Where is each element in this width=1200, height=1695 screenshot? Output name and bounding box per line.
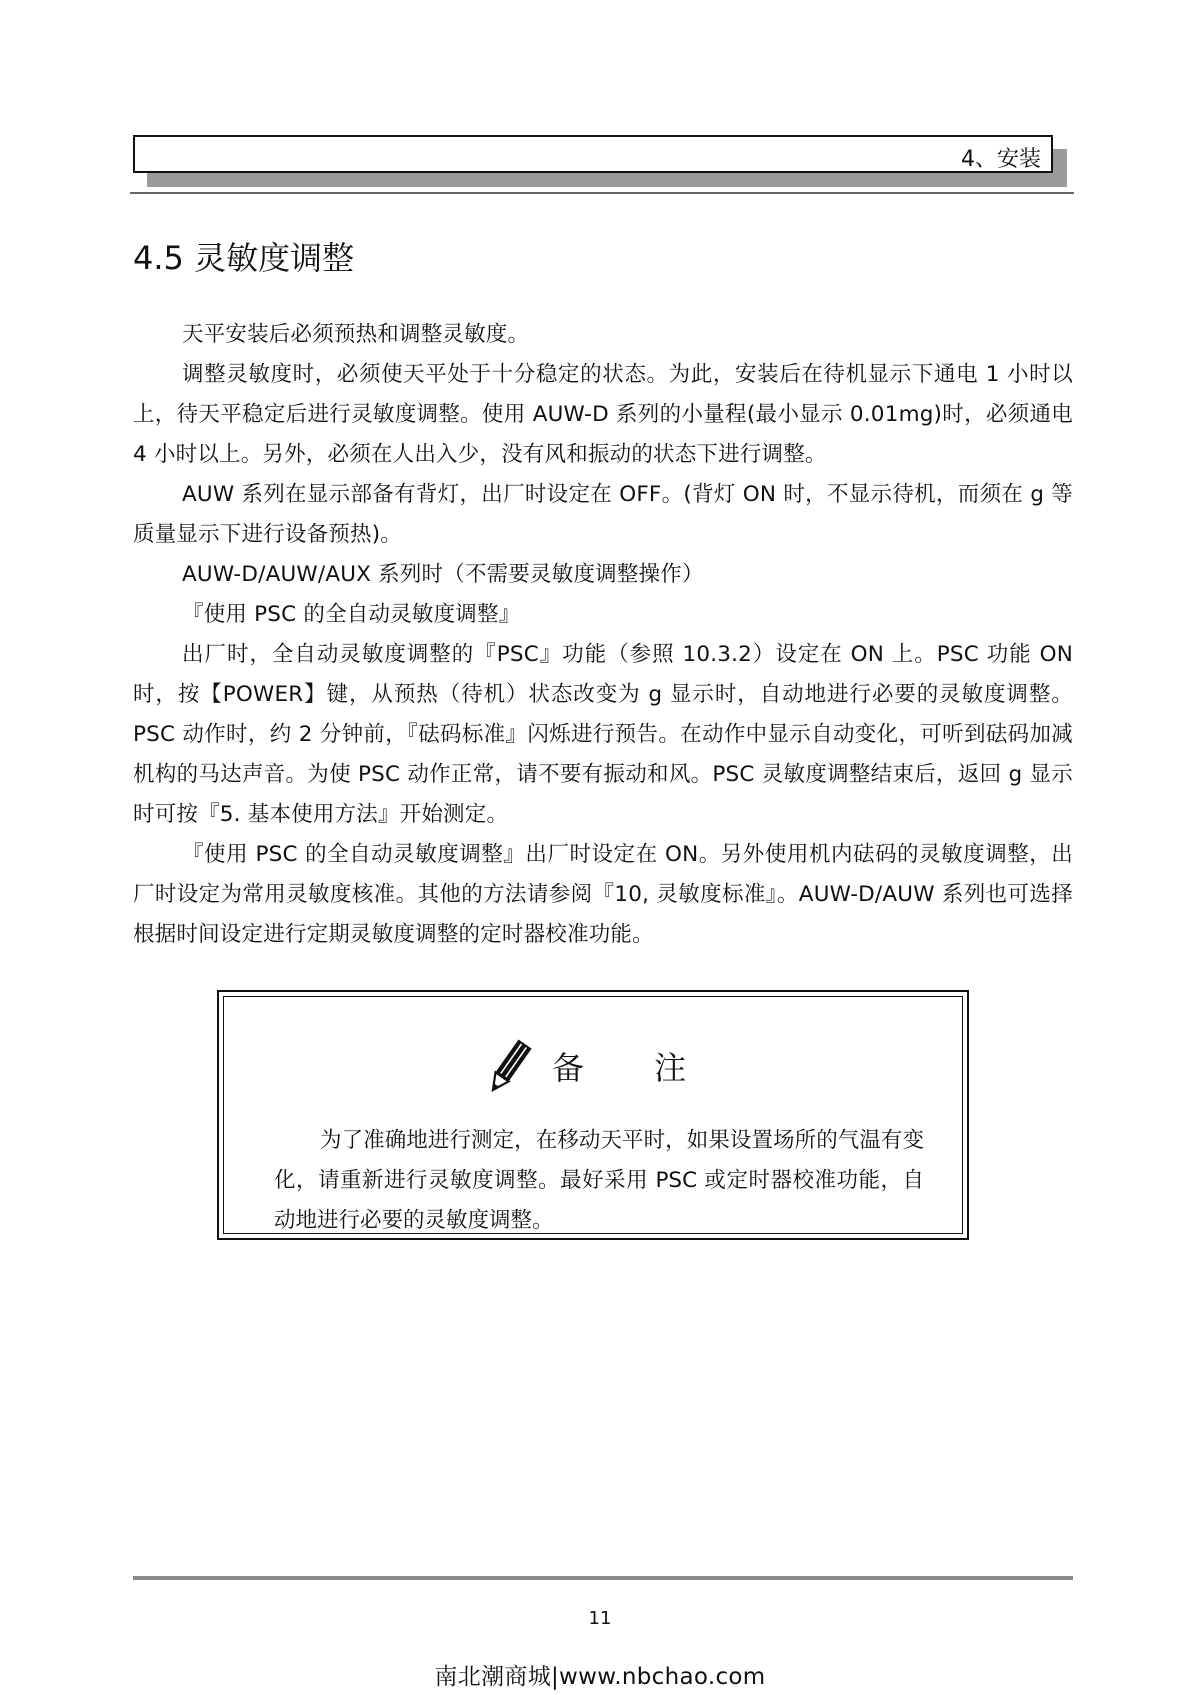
chapter-header: [133, 135, 1069, 195]
note-title: 备 注: [552, 1049, 717, 1087]
note-body: [274, 1121, 924, 1241]
header-box: [133, 135, 1053, 173]
watermark-text: 南北潮商城|www.nbchao.com: [434, 1664, 766, 1690]
paragraph: AUW 系列在显示部备有背灯，出厂时设定在 OFF。(背灯 ON 时，不显示待机，而须在 g 等质量显示下进行设备预热)。: [133, 482, 1073, 547]
body-text: [133, 315, 1073, 955]
note-box: [217, 990, 969, 1240]
header-divider: [130, 192, 1074, 194]
paragraph: AUW-D/AUW/AUX 系列时（不需要灵敏度调整操作）: [182, 562, 704, 587]
paragraph: 出厂时，全自动灵敏度调整的『PSC』功能（参照 10.3.2）设定在 ON 上。PSC 功能 ON 时，按【POWER】键，从预热（待机）状态改变为 g 显示时，自动地进行必要的灵敏度调整。PSC 动作时，约 2 分钟前，『砝码标准』闪烁进行预告。在动作中显示自动变化，可听到砝码加减机构的马达声音。为使 PSC 动作正常，请不要有振动和风。PSC 灵敏度调整结束后，返回 g 显示时可按『5. 基本使用方法』开始测定。: [133, 642, 1073, 827]
note-text: 为了准确地进行测定，在移动天平时，如果设置场所的气温有变化，请重新进行灵敏度调整。最好采用 PSC 或定时器校准功能，自动地进行必要的灵敏度调整。: [274, 1128, 924, 1233]
section-title: 4.5 灵敏度调整: [133, 239, 355, 277]
chapter-label: 4、安装: [961, 147, 1041, 172]
note-inner-border: [223, 996, 963, 1234]
footer-divider: [133, 1576, 1073, 1580]
paragraph: 天平安装后必须预热和调整灵敏度。: [182, 322, 530, 347]
paragraph: 『使用 PSC 的全自动灵敏度调整』出厂时设定在 ON。另外使用机内砝码的灵敏度调整，出厂时设定为常用灵敏度核准。其他的方法请参阅『10, 灵敏度标准』。AUW-D/AUW 系列也可选择根据时间设定进行定期灵敏度调整的定时器校准功能。: [133, 842, 1073, 947]
paragraph: 调整灵敏度时，必须使天平处于十分稳定的状态。为此，安装后在待机显示下通电 1 小时以上，待天平稳定后进行灵敏度调整。使用 AUW-D 系列的小量程(最小显示 0.01mg)时，必须通电 4 小时以上。另外，必须在人出入少，没有风和振动的状态下进行调整。: [133, 362, 1073, 467]
pencil-icon: [482, 1037, 536, 1097]
page-number: 11: [588, 1608, 612, 1629]
paragraph: 『使用 PSC 的全自动灵敏度调整』: [182, 602, 521, 627]
